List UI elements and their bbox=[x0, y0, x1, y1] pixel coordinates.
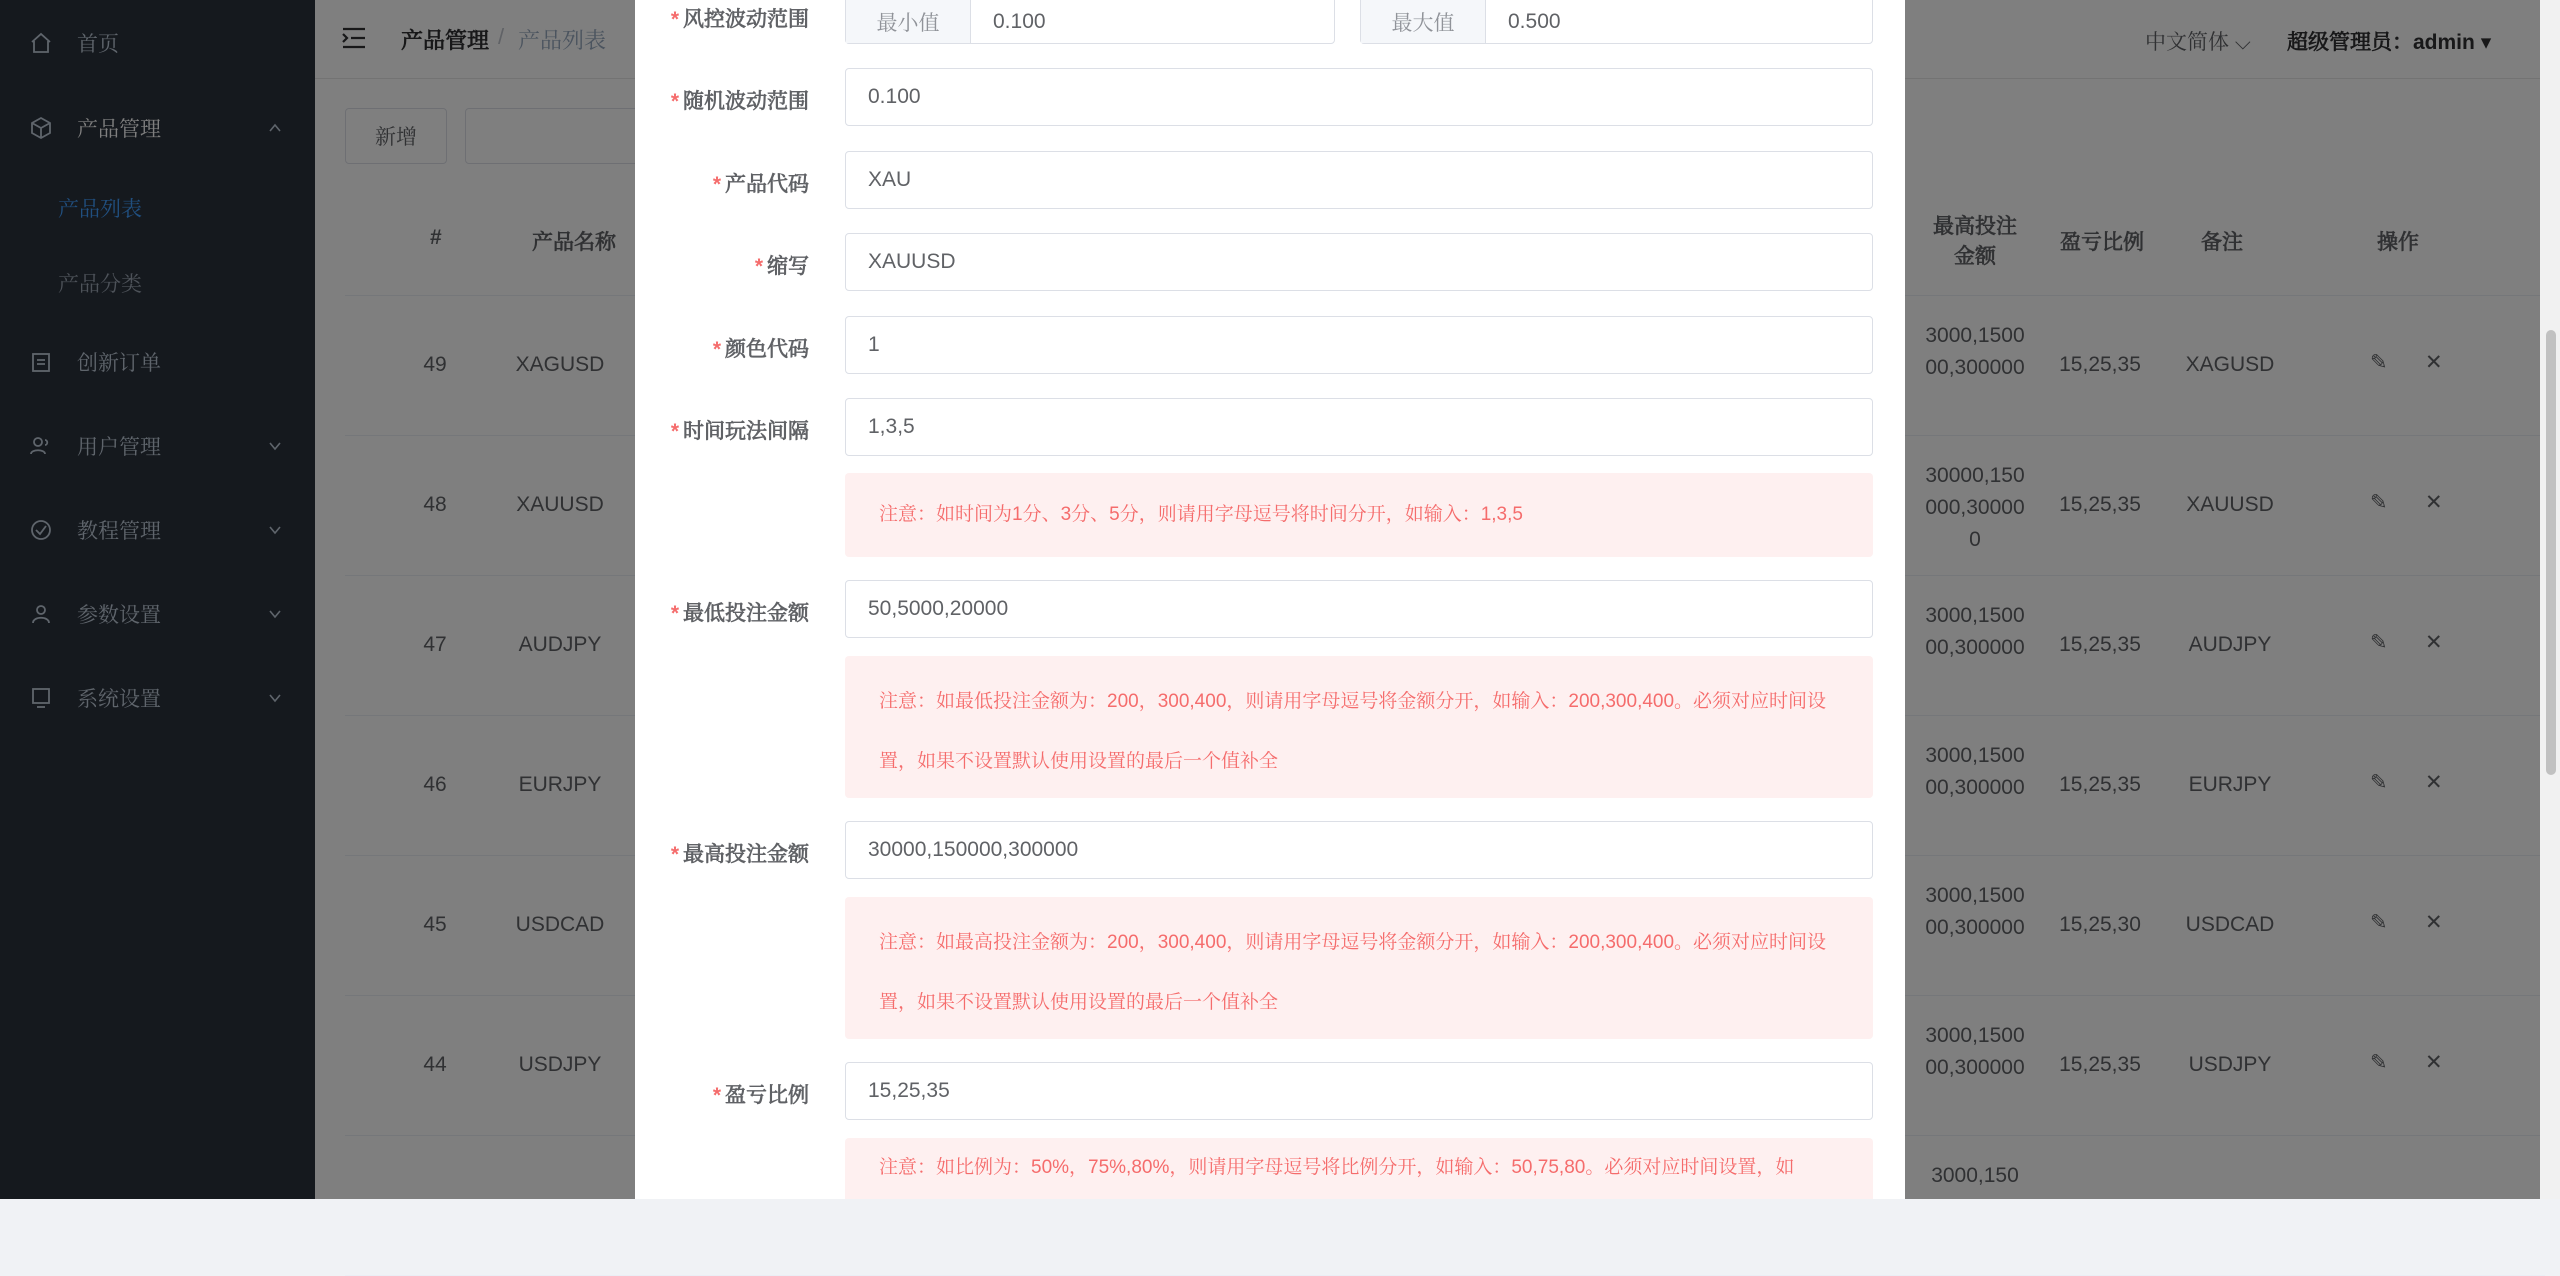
field-label-text: 最高投注金额 bbox=[683, 843, 809, 866]
field-label-text: 随机波动范围 bbox=[683, 90, 809, 113]
field-label-text: 缩写 bbox=[767, 255, 809, 278]
interval-input[interactable]: 1,3,5 bbox=[845, 398, 1873, 456]
max-bet-note: 注意：如最高投注金额为：200，300,400，则请用字母逗号将金额分开，如输入：200,300,400。必须对应时间设置，如果不设置默认使用设置的最后一个值补全 bbox=[845, 897, 1873, 1039]
field-label-text: 盈亏比例 bbox=[725, 1084, 809, 1107]
field-label-min-bet bbox=[671, 597, 809, 627]
field-label-text: 颜色代码 bbox=[725, 338, 809, 361]
field-label-interval bbox=[671, 415, 809, 445]
required-mark: * bbox=[754, 255, 763, 278]
interval-note: 注意：如时间为1分、3分、5分，则请用字母逗号将时间分开，如输入：1,3,5 bbox=[845, 473, 1873, 557]
max-bet-input[interactable]: 30000,150000,300000 bbox=[845, 821, 1873, 879]
required-mark: * bbox=[670, 602, 679, 625]
field-label-ratio bbox=[713, 1079, 809, 1109]
risk-max-input[interactable] bbox=[1360, 0, 1873, 44]
min-bet-input[interactable]: 50,5000,20000 bbox=[845, 580, 1873, 638]
field-label-code bbox=[713, 168, 809, 198]
scrollbar-thumb[interactable] bbox=[2546, 330, 2556, 775]
field-label-risk-range bbox=[671, 3, 809, 33]
field-label-text: 产品代码 bbox=[725, 173, 809, 196]
risk-min-input[interactable] bbox=[845, 0, 1335, 44]
field-label-abbr bbox=[755, 250, 809, 280]
ratio-input[interactable]: 15,25,35 bbox=[845, 1062, 1873, 1120]
field-label-text: 最低投注金额 bbox=[683, 602, 809, 625]
min-bet-note: 注意：如最低投注金额为：200，300,400，则请用字母逗号将金额分开，如输入：200,300,400。必须对应时间设置，如果不设置默认使用设置的最后一个值补全 bbox=[845, 656, 1873, 798]
field-label-color bbox=[713, 333, 809, 363]
required-mark: * bbox=[712, 338, 721, 361]
required-mark: * bbox=[670, 8, 679, 31]
required-mark: * bbox=[670, 843, 679, 866]
product-code-input[interactable]: XAU bbox=[845, 151, 1873, 209]
field-label-random-range bbox=[671, 85, 809, 115]
required-mark: * bbox=[670, 420, 679, 443]
field-label-text: 风控波动范围 bbox=[683, 8, 809, 31]
ratio-note: 注意：如比例为：50%，75%,80%，则请用字母逗号将比例分开，如输入：50,75,80。必须对应时间设置，如 bbox=[845, 1138, 1873, 1199]
edit-product-dialog bbox=[635, 0, 1905, 1199]
risk-min-prefix: 最小值 bbox=[846, 0, 971, 43]
color-code-input[interactable]: 1 bbox=[845, 316, 1873, 374]
abbr-input[interactable]: XAUUSD bbox=[845, 233, 1873, 291]
field-label-text: 时间玩法间隔 bbox=[683, 420, 809, 443]
required-mark: * bbox=[670, 90, 679, 113]
risk-max-value: 0.500 bbox=[1508, 10, 1561, 33]
risk-min-value: 0.100 bbox=[993, 10, 1046, 33]
required-mark: * bbox=[712, 1084, 721, 1107]
risk-max-prefix: 最大值 bbox=[1361, 0, 1486, 43]
field-label-max-bet bbox=[671, 838, 809, 868]
random-range-input[interactable]: 0.100 bbox=[845, 68, 1873, 126]
required-mark: * bbox=[712, 173, 721, 196]
